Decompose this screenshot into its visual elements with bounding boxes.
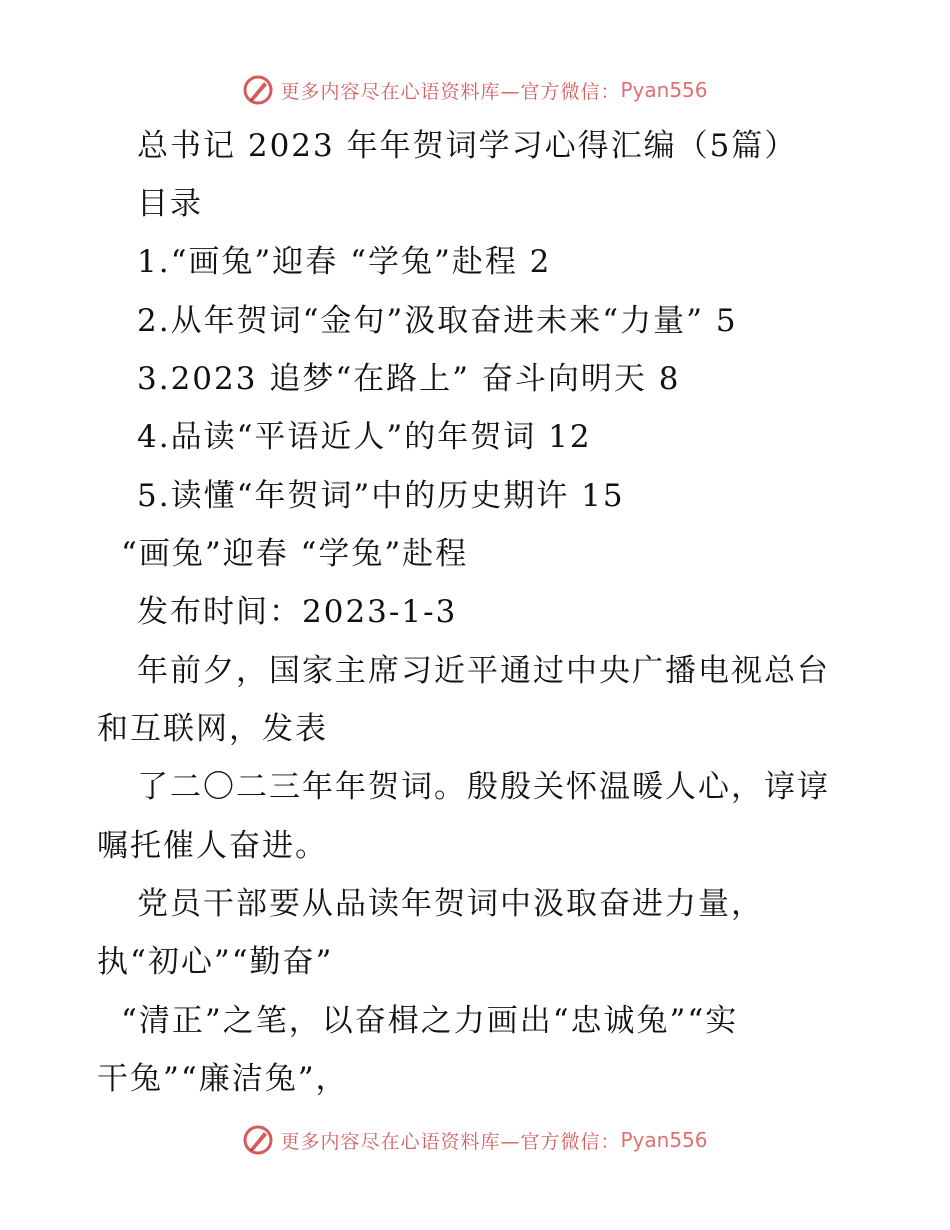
body-line: 了二〇二三年年贺词。殷殷关怀温暖人心，谆谆 [137, 769, 830, 805]
toc-item: 1.“画兔”迎春 “学兔”赴程 2 [137, 244, 552, 280]
toc-item: 3.2023 追梦“在路上” 奋斗向明天 8 [137, 361, 681, 397]
header-watermark [0, 70, 950, 110]
toc-heading: 目录 [137, 186, 203, 222]
body-line: 干兔”“廉洁兔”， [97, 1061, 349, 1097]
body-line: 年前夕，国家主席习近平通过中央广播电视总台 [137, 653, 830, 689]
toc-item: 2.从年贺词“金句”汲取奋进未来“力量” 5 [137, 303, 738, 339]
body-line: 嘱托催人奋进。 [97, 828, 328, 864]
body-line: “清正”之笔，以奋楫之力画出“忠诚兔”“实 [121, 1003, 739, 1039]
article-title: “画兔”迎春 “学兔”赴程 [121, 536, 469, 572]
publish-time: 发布时间：2023-1-3 [137, 594, 458, 630]
watermark-text: 更多内容尽在心语资料库—官方微信： [280, 1130, 621, 1153]
document-title: 总书记 2023 年年贺词学习心得汇编（5篇） [137, 128, 798, 164]
body-line: 执“初心”“勤奋” [97, 944, 334, 980]
body-line: 和互联网，发表 [97, 711, 328, 747]
watermark-text: 更多内容尽在心语资料库—官方微信： [280, 80, 621, 103]
watermark-wechat-id: Pyan556 [620, 1128, 708, 1152]
toc-item: 5.读懂“年贺词”中的历史期许 15 [137, 478, 625, 514]
pen-logo-icon [242, 74, 274, 106]
watermark-wechat-id: Pyan556 [620, 78, 708, 102]
pen-logo-icon [242, 1124, 274, 1156]
toc-item: 4.品读“平语近人”的年贺词 12 [137, 419, 592, 455]
footer-watermark [0, 1120, 950, 1160]
body-line: 党员干部要从品读年贺词中汲取奋进力量， [137, 886, 764, 922]
